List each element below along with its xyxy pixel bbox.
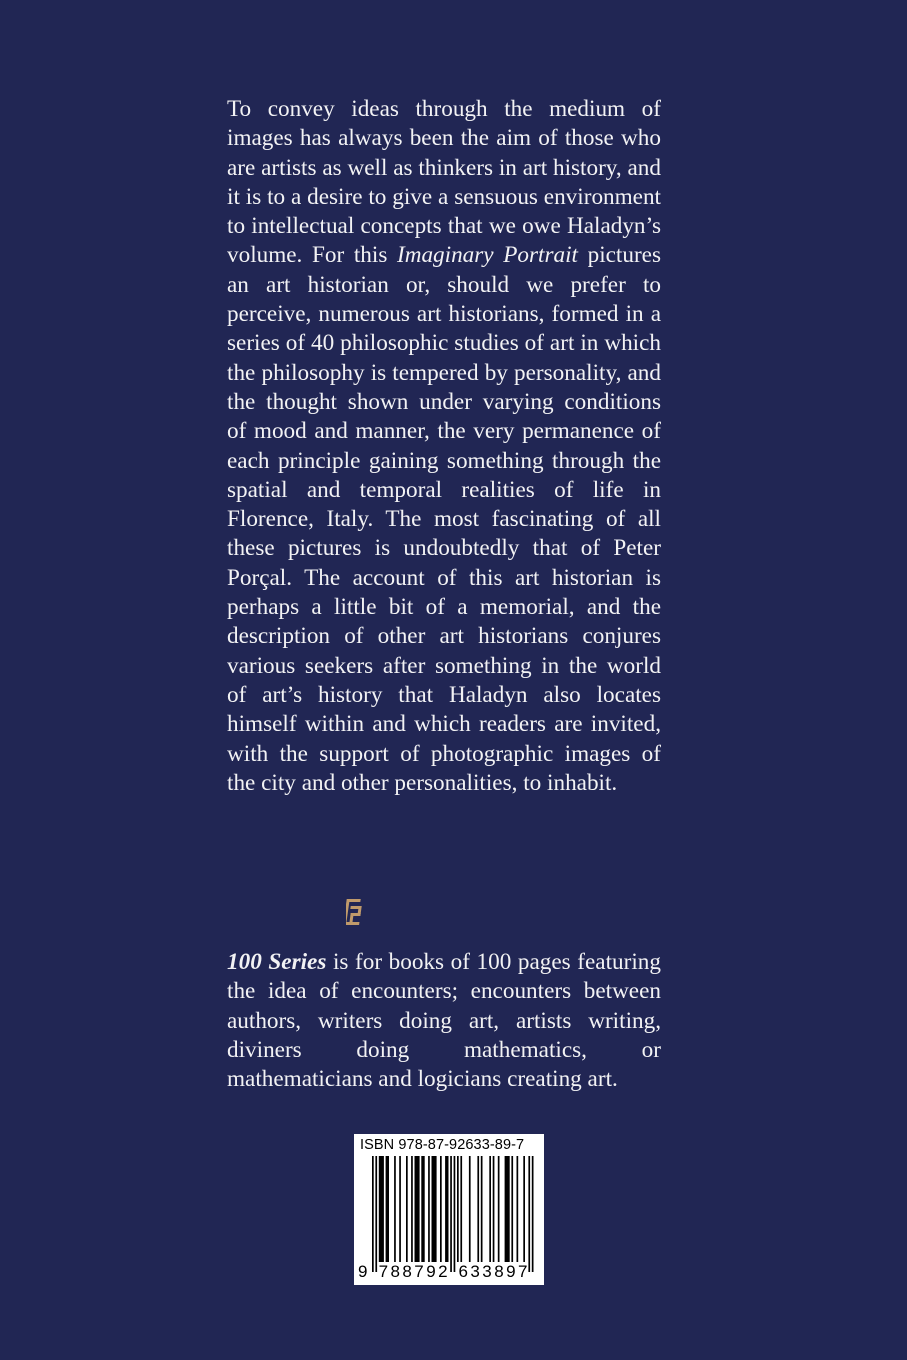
blurb-text-part2: pictures an art historian or, should we prefer to perceive, numerous art historians, formed in a series of 40 philosophic studies of art in which the philosophy is tempered by personality, and the thought shown under varying conditions of mood and manner, the very permanence of each principle gaining something through the spatial and temporal realities of life in Florence, Italy. The most fascinating of all these pictures is undoubtedly that of Peter Porçal. The account of this art historian is perhaps a little bit of a memorial, and the description of other art historians conjures various seekers after something in the world of art’s history that Haladyn also locates himself within and which readers are invited, with the support of photographic images of the city and other personalities, to inhabit.: [227, 242, 661, 796]
ean-digit: 8: [494, 1262, 504, 1281]
ean-digit: 6: [458, 1262, 468, 1281]
ean-digit: 3: [470, 1262, 480, 1281]
ean-digit: 7: [378, 1262, 389, 1281]
isbn-barcode: [354, 1134, 544, 1285]
ean-digits: [354, 1262, 544, 1284]
publisher-logo-icon: [346, 897, 368, 927]
ean-digit: 9: [506, 1262, 516, 1281]
barcode-bar: [498, 1156, 500, 1262]
barcode-bar: [454, 1156, 456, 1272]
barcode-bar: [528, 1156, 530, 1272]
ean-digit: 7: [518, 1262, 528, 1281]
ean-digit: 2: [438, 1262, 448, 1281]
barcode-bar: [375, 1156, 377, 1272]
barcode-bar: [386, 1156, 389, 1262]
barcode-bar: [445, 1156, 448, 1262]
barcode-bar: [415, 1156, 420, 1262]
barcode-bar: [372, 1156, 374, 1272]
barcode-bar: [428, 1156, 430, 1262]
barcode-bar: [457, 1156, 459, 1262]
barcode-bar: [481, 1156, 483, 1262]
barcode-bar: [469, 1156, 471, 1262]
barcode-bar: [523, 1156, 525, 1262]
barcode-bar: [477, 1156, 479, 1262]
barcode-bar: [379, 1156, 384, 1262]
blurb-text-part1: To convey ideas through the medium of images has always been the aim of those who are artists as well as thinkers in art history, and it is to a desire to give a sensuous environment to intellectual concepts that we owe Haladyn’s volume. For this: [227, 96, 661, 269]
ean-digit: 3: [482, 1262, 492, 1281]
series-description: [227, 948, 661, 1094]
blurb-paragraph: [227, 95, 661, 798]
barcode-bar: [432, 1156, 437, 1262]
barcode-bar: [517, 1156, 519, 1262]
ean-digit: 9: [426, 1262, 436, 1281]
barcode-bar: [450, 1156, 452, 1272]
barcode-bar: [440, 1156, 442, 1262]
ean-digit: 8: [390, 1262, 400, 1281]
barcode-bar: [511, 1156, 513, 1262]
ean-digit: 7: [414, 1262, 424, 1281]
ean-digit: 8: [402, 1262, 412, 1281]
barcode-bar: [411, 1156, 413, 1262]
barcode-bar: [489, 1156, 491, 1262]
barcode-bar: [406, 1156, 408, 1262]
book-title: Imaginary Portrait: [396, 242, 578, 269]
barcode-bar: [505, 1156, 510, 1262]
barcode-bar: [460, 1156, 462, 1262]
barcode-bar: [394, 1156, 396, 1262]
isbn-label: ISBN 978-87-92633-89-7: [360, 1137, 525, 1153]
ean-digit: 9: [358, 1262, 368, 1281]
series-name: 100 Series: [227, 949, 327, 975]
barcode-bar: [421, 1156, 424, 1262]
barcode-bar: [532, 1156, 534, 1272]
barcode-bar: [399, 1156, 401, 1262]
series-text: is for books of 100 pages featuring the idea of encounters; encounters between authors, writers doing art, artists writing, diviners doing mathematics, or mathematicians and logicians creating art.: [227, 949, 661, 1093]
barcode-bar: [493, 1156, 495, 1262]
